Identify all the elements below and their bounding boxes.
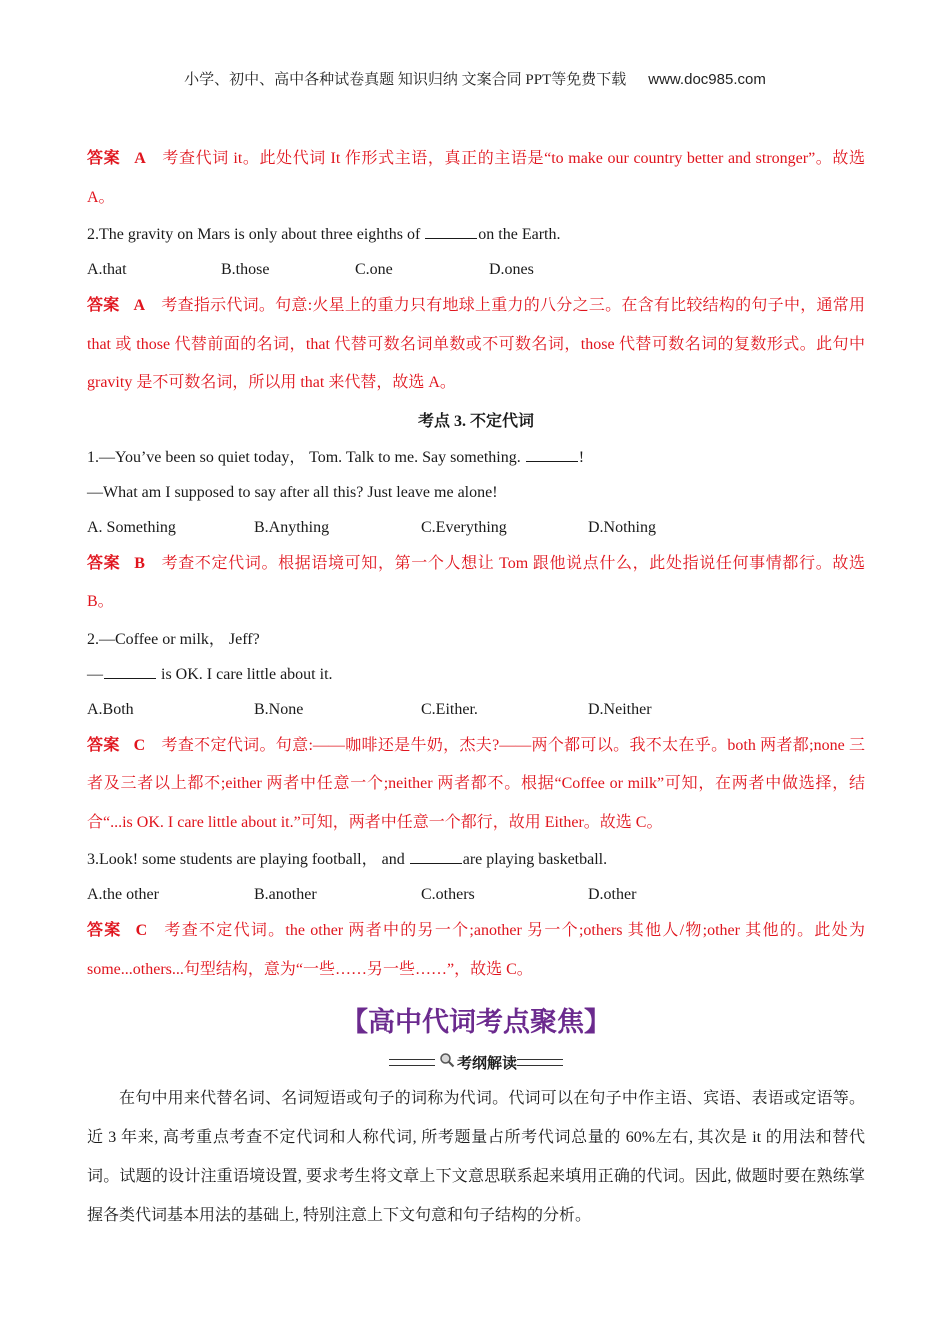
- option: C.Either.: [421, 700, 478, 718]
- answer-explanation: 考查不定代词。句意:——咖啡还是牛奶，杰夫?——两个都可以。我不太在乎。both 两者都;none 三者及三者以上都不;either 两者中任意一个;neither 两者都不。根据“Coffee or milk”可知，在两者中做选择，结合“...is OK. I care little about it.”可知，两者中任意一个都行，故用 Either。故选 C。: [87, 736, 865, 831]
- page-header: [0, 68, 950, 89]
- option: A.the other: [87, 886, 159, 903]
- answer-label: 答案: [87, 150, 121, 167]
- option: D.Nothing: [588, 518, 656, 536]
- double-rule-right: [517, 1059, 563, 1066]
- answer-blank: [526, 447, 578, 462]
- options-row: [87, 692, 865, 727]
- question-text: [87, 657, 865, 692]
- answer-explanation: 考查不定代词。the other 两者中的另一个;another 另一个;others 其他人/物;other 其他的。此处为 some...others...句型结构，意为“一些……另一些……”，故选 C。: [87, 922, 865, 978]
- option: C.Everything: [421, 518, 507, 536]
- answer-blank: [425, 224, 477, 239]
- header-url[interactable]: www.doc985.com: [648, 71, 766, 88]
- question-part: 2.The gravity on Mars is only about three eighths of: [87, 226, 425, 243]
- answer-block: [87, 727, 865, 843]
- page-content: [87, 140, 865, 1235]
- question-text: 2.—Coffee or milk， Jeff?: [87, 630, 260, 648]
- answer-choice: C: [135, 922, 148, 939]
- option: C.others: [421, 886, 475, 903]
- question-part: 1.—You’ve been so quiet today， Tom. Talk to me. Say something.: [87, 448, 525, 466]
- answer-label: 答案: [87, 297, 120, 314]
- focus-paragraph: 在句中用来代替名词、名词短语或句子的词称为代词。代词可以在句子中作主语、宾语、表语或定语等。近 3 年来, 高考重点考查不定代词和人称代词, 所考题量占所考代词总量的 60%左右, 其次是 it 的用法和替代词。试题的设计注重语境设置, 要求考生将文章上下文意思联系起来填用正确的代词。因此, 做题时要在熟练掌握各类代词基本用法的基础上, 特别注意上下文句意和句子结构的分析。: [87, 1090, 865, 1224]
- focus-title: 【高中代词考点聚焦】: [341, 1007, 611, 1038]
- answer-choice: A: [133, 297, 146, 314]
- answer-blank: [104, 664, 156, 679]
- answer-block: [87, 912, 865, 989]
- option: B.those: [221, 261, 270, 278]
- answer-block: [87, 140, 865, 217]
- double-rule-left: [389, 1059, 435, 1066]
- option: A. Something: [87, 518, 176, 536]
- option: D.other: [588, 886, 637, 903]
- answer-label: 答案: [87, 736, 120, 754]
- answer-choice: C: [133, 736, 146, 754]
- question-part: on the Earth.: [478, 226, 561, 243]
- answer-choice: B: [134, 554, 145, 572]
- magnifier-icon: [439, 1052, 455, 1072]
- option: D.ones: [489, 261, 534, 278]
- question-part: —: [87, 665, 103, 683]
- answer-label: 答案: [87, 554, 121, 572]
- options-row: [87, 252, 865, 287]
- option: A.Both: [87, 700, 134, 718]
- answer-choice: A: [134, 150, 146, 167]
- answer-explanation: 考查代词 it。此处代词 It 作形式主语，真正的主语是“to make our country better and stronger”。故选 A。: [87, 150, 865, 206]
- question-text: [87, 217, 865, 252]
- header-text: 小学、初中、高中各种试卷真题 知识归纳 文案合同 PPT等免费下载: [184, 72, 627, 88]
- answer-block: [87, 287, 865, 403]
- question-part: 3.Look! some students are playing football， and: [87, 851, 409, 868]
- options-row: [87, 510, 865, 545]
- section-title: 考点 3. 不定代词: [417, 412, 534, 430]
- answer-block: [87, 545, 865, 622]
- option: A.that: [87, 261, 127, 278]
- focus-subtitle-row: [87, 1045, 865, 1079]
- option: B.None: [254, 700, 304, 718]
- question-text: [87, 440, 865, 475]
- options-row: [87, 877, 865, 912]
- question-text: [87, 842, 865, 877]
- answer-explanation: 考查不定代词。根据语境可知，第一个人想让 Tom 跟他说点什么，此处指说任何事情都行。故选 B。: [87, 554, 865, 610]
- option: B.another: [254, 886, 317, 903]
- question-part: are playing basketball.: [462, 851, 608, 868]
- question-text: —What am I supposed to say after all this? Just leave me alone!: [87, 483, 498, 501]
- option: D.Neither: [588, 700, 652, 718]
- question-part: !: [578, 448, 585, 466]
- option: C.one: [355, 261, 393, 278]
- option: B.Anything: [254, 518, 330, 536]
- answer-blank: [410, 849, 462, 864]
- focus-subtitle: 考纲解读: [456, 1053, 517, 1072]
- question-part: is OK. I care little about it.: [157, 665, 333, 683]
- answer-explanation: 考查指示代词。句意:火星上的重力只有地球上重力的八分之三。在含有比较结构的句子中，通常用 that 或 those 代替前面的名词，that 代替可数名词单数或不可数名词，those 代替可数名词的复数形式。此句中 gravity 是不可数名词，所以用 that 来代替，故选 A。: [87, 297, 865, 391]
- answer-label: 答案: [87, 922, 122, 939]
